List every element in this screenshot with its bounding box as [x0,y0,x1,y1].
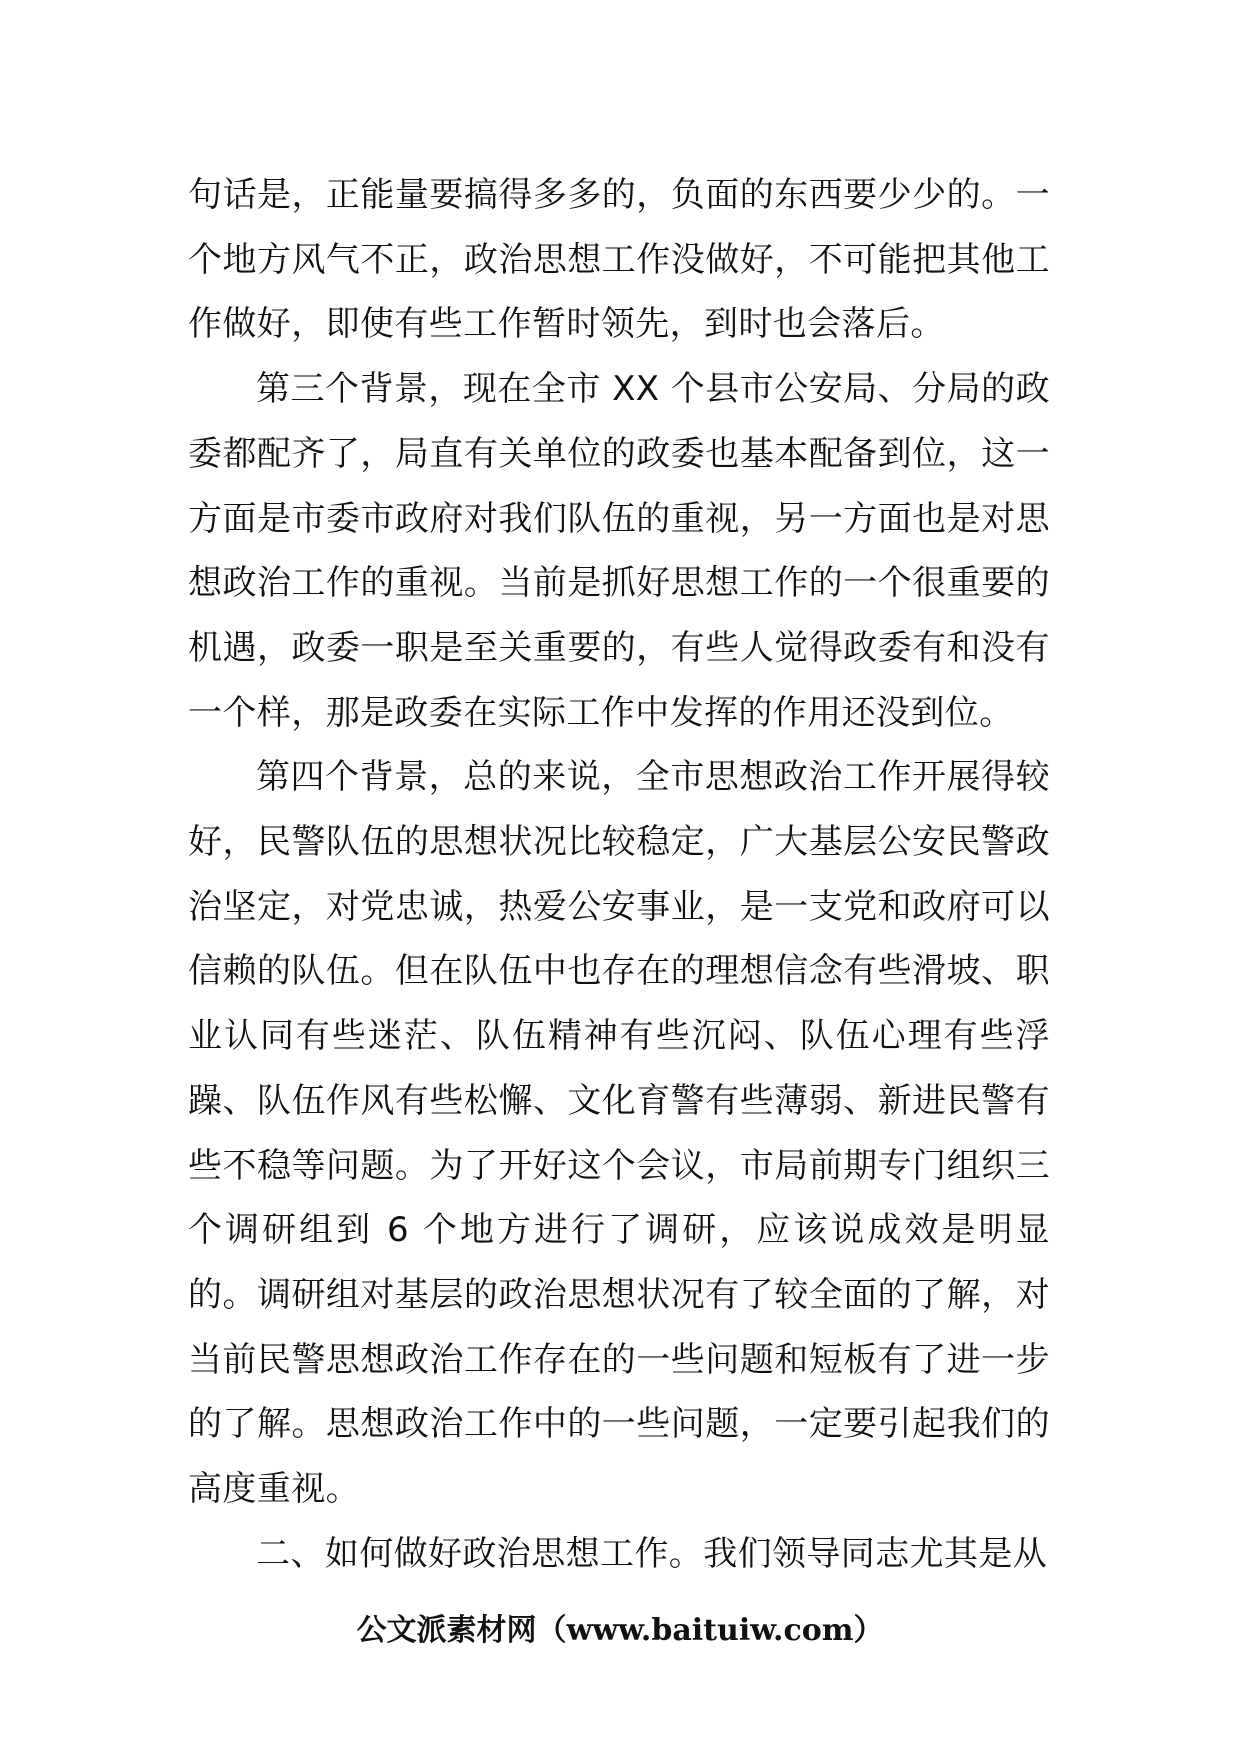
page-footer-watermark: 公文派素材网（www.baituiw.com） [356,1613,884,1648]
paragraph-4: 二、如何做好政治思想工作。我们领导同志尤其是从 [256,1533,1048,1574]
document-body [188,163,1050,1586]
paragraph-3: 第四个背景，总的来说，全市思想政治工作开展得较好，民警队伍的思想状况比较稳定，广大基层公安民警政治坚定，对党忠诚，热爱公安事业，是一支党和政府可以信赖的队伍。但在队伍中也存在的理想信念有些滑坡、职业认同有些迷茫、队伍精神有些沉闷、队伍心理有些浮躁、队伍作风有些松懈、文化育警有些薄弱、新进民警有些不稳等问题。为了开好这个会议，市局前期专门组织三个调研组到 6 个地方进行了调研，应该说成效是明显的。调研组对基层的政治思想状况有了较全面的了解，对当前民警思想政治工作存在的一些问题和短板有了进一步的了解。思想政治工作中的一些问题，一定要引起我们的高度重视。 [188,757,1050,1510]
paragraph-2: 第三个背景，现在全市 XX 个县市公安局、分局的政委都配齐了，局直有关单位的政委也基本配备到位，这一方面是市委市政府对我们队伍的重视，另一方面也是对思想政治工作的重视。当前是抓好思想工作的一个很重要的机遇，政委一职是至关重要的，有些人觉得政委有和没有一个样，那是政委在实际工作中发挥的作用还没到位。 [188,369,1050,733]
paragraph-1: 句话是，正能量要搞得多多的，负面的东西要少少的。一个地方风气不正，政治思想工作没做好，不可能把其他工作做好，即使有些工作暂时领先，到时也会落后。 [188,175,1050,345]
